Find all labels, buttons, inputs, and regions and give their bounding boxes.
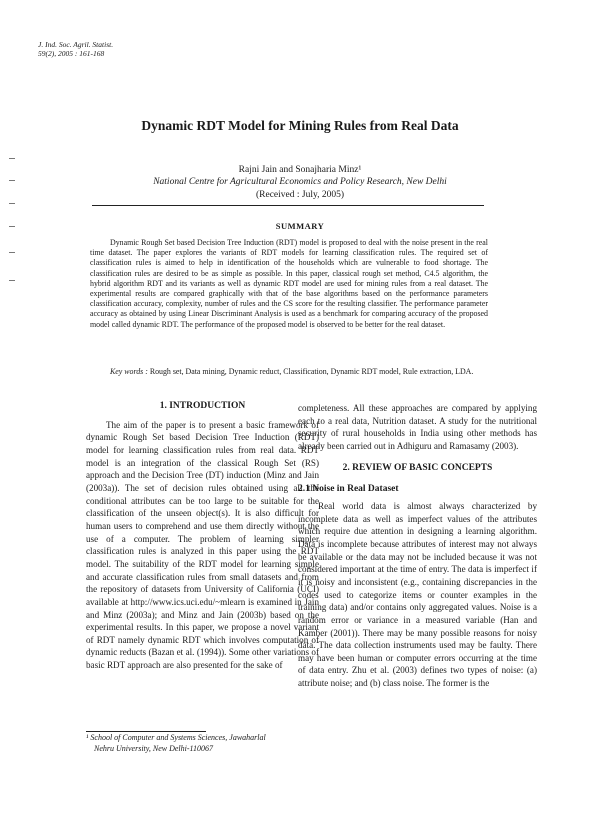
journal-citation	[38, 40, 113, 58]
journal-volume: 59(2), 2005 : 161-168	[38, 49, 105, 58]
received-date: (Received : July, 2005)	[255, 190, 345, 200]
journal-name: J. Ind. Soc. Agril. Statist.	[38, 40, 114, 49]
margin-mark	[9, 252, 15, 253]
paper-title: Dynamic RDT Model for Mining Rules from Real Data	[141, 118, 459, 133]
subsection-2-1-heading: 2.1 Noise in Real Dataset	[298, 484, 399, 495]
margin-mark	[9, 158, 15, 159]
keywords	[90, 367, 488, 377]
footnote-divider	[86, 731, 206, 732]
footnote-line-1: ¹ School of Computer and Systems Sciences, Jawaharlal	[86, 733, 266, 742]
noise-paragraph: Real world data is almost always characterized by incomplete data as well as imperfect values of the attributes which require due attention in designing a learning algorithm. Data is incomplete because attributes of interest may not always be available or the data may not be included because it was not considered important at the time of entry. The data is imperfect if it is noisy and inconsistent (e.g., containing discrepancies in the codes used to categorize items or counter examples in the training data) and/or contains only aggregated values. Noise is a random error or variance in a measured variable (Han and Kamber (2001)). There may be many possible reasons for noisy data. The data collection instruments used may be faulty. There may have been human or computer errors occurring at the time of data entry. Zhu et al. (2003) defines two types of noise: (a) attribute noise; and (b) class noise. The former is the	[298, 500, 537, 689]
margin-mark	[9, 203, 15, 204]
summary-heading: SUMMARY	[275, 221, 325, 231]
header-divider	[92, 205, 484, 206]
footnote	[86, 733, 326, 754]
paper-affiliation: National Centre for Agricultural Economics and Policy Research, New Delhi	[153, 177, 447, 187]
keywords-label: Key words :	[110, 367, 148, 376]
section-1-heading: 1. INTRODUCTION	[159, 401, 246, 411]
paper-authors: Rajni Jain and Sonajharia Minz¹	[238, 165, 362, 175]
summary-text: Dynamic Rough Set based Decision Tree Induction (RDT) model is proposed to deal with the noise present in the real time dataset. The paper explores the variants of RDT models for learning classification rules. The required set of classification rules is aimed to help in identification of the households which are vulnerable to food shortage. The classification rules are desired to be as simple as possible. In this paper, classical rough set method, C4.5 algorithm, the hybrid algorithm RDT and its variants as well as dynamic RDT model are used for mining rules from a real dataset. The experimental results are compared graphically with that of the base algorithms based on the performance parameters classification accuracy, complexity, number of rules and the CS score for the resulting classifier. The performance parameter accuracy as obtained by using Linear Discriminant Analysis is used as a benchmark for comparing accuracy of the proposed model called dynamic RDT. The performance of the proposed model is observed to be better for the real dataset.	[90, 238, 488, 329]
margin-mark	[9, 280, 15, 281]
right-column	[298, 402, 537, 690]
introduction-paragraph: The aim of the paper is to present a basic framework of dynamic Rough Set based Decision Tree Induction (RDT) model for learning classification rules from real data. RDT model is an integration of the classical Rough Set (RS) approach and the Decision Tree (DT) induction (Minz and Jain (2003a)). The set of decision rules obtained using all the conditional attributes can be too large to be suitable for the classification of the unseen object(s). It is also difficult for human users to comprehend and use them directly without the use of a computer. The problem of learning simpler classification rules is analyzed in this paper using the RDT model. The suitability of the RDT model for learning simple and accurate classification rules from small datasets and from the repository of datasets from University of California (UCI) available at http://www.ics.uci.edu/~mlearn is examined in Jain and Minz (2003a); and Minz and Jain (2003b) based on the experimental results. In this paper, we propose a novel variant of RDT namely dynamic RDT which involves computation of dynamic reducts (Bazan et al. (1994)). Some other variations of basic RDT approach are also presented for the sake of	[86, 419, 319, 671]
section-2-heading: 2. REVIEW OF BASIC CONCEPTS	[342, 462, 493, 473]
keywords-text: Rough set, Data mining, Dynamic reduct, Classification, Dynamic RDT model, Rule extraction, LDA.	[147, 367, 474, 376]
footnote-line-2: Nehru University, New Delhi-110067	[94, 743, 213, 753]
introduction-continuation: completeness. All these approaches are compared by applying each to a real data, Nutrition dataset. A study for the nutritional security of rural households in India using other methods has already been carried out in Adhiguru and Ramasamy (2003).	[298, 403, 537, 451]
left-column	[86, 400, 319, 672]
